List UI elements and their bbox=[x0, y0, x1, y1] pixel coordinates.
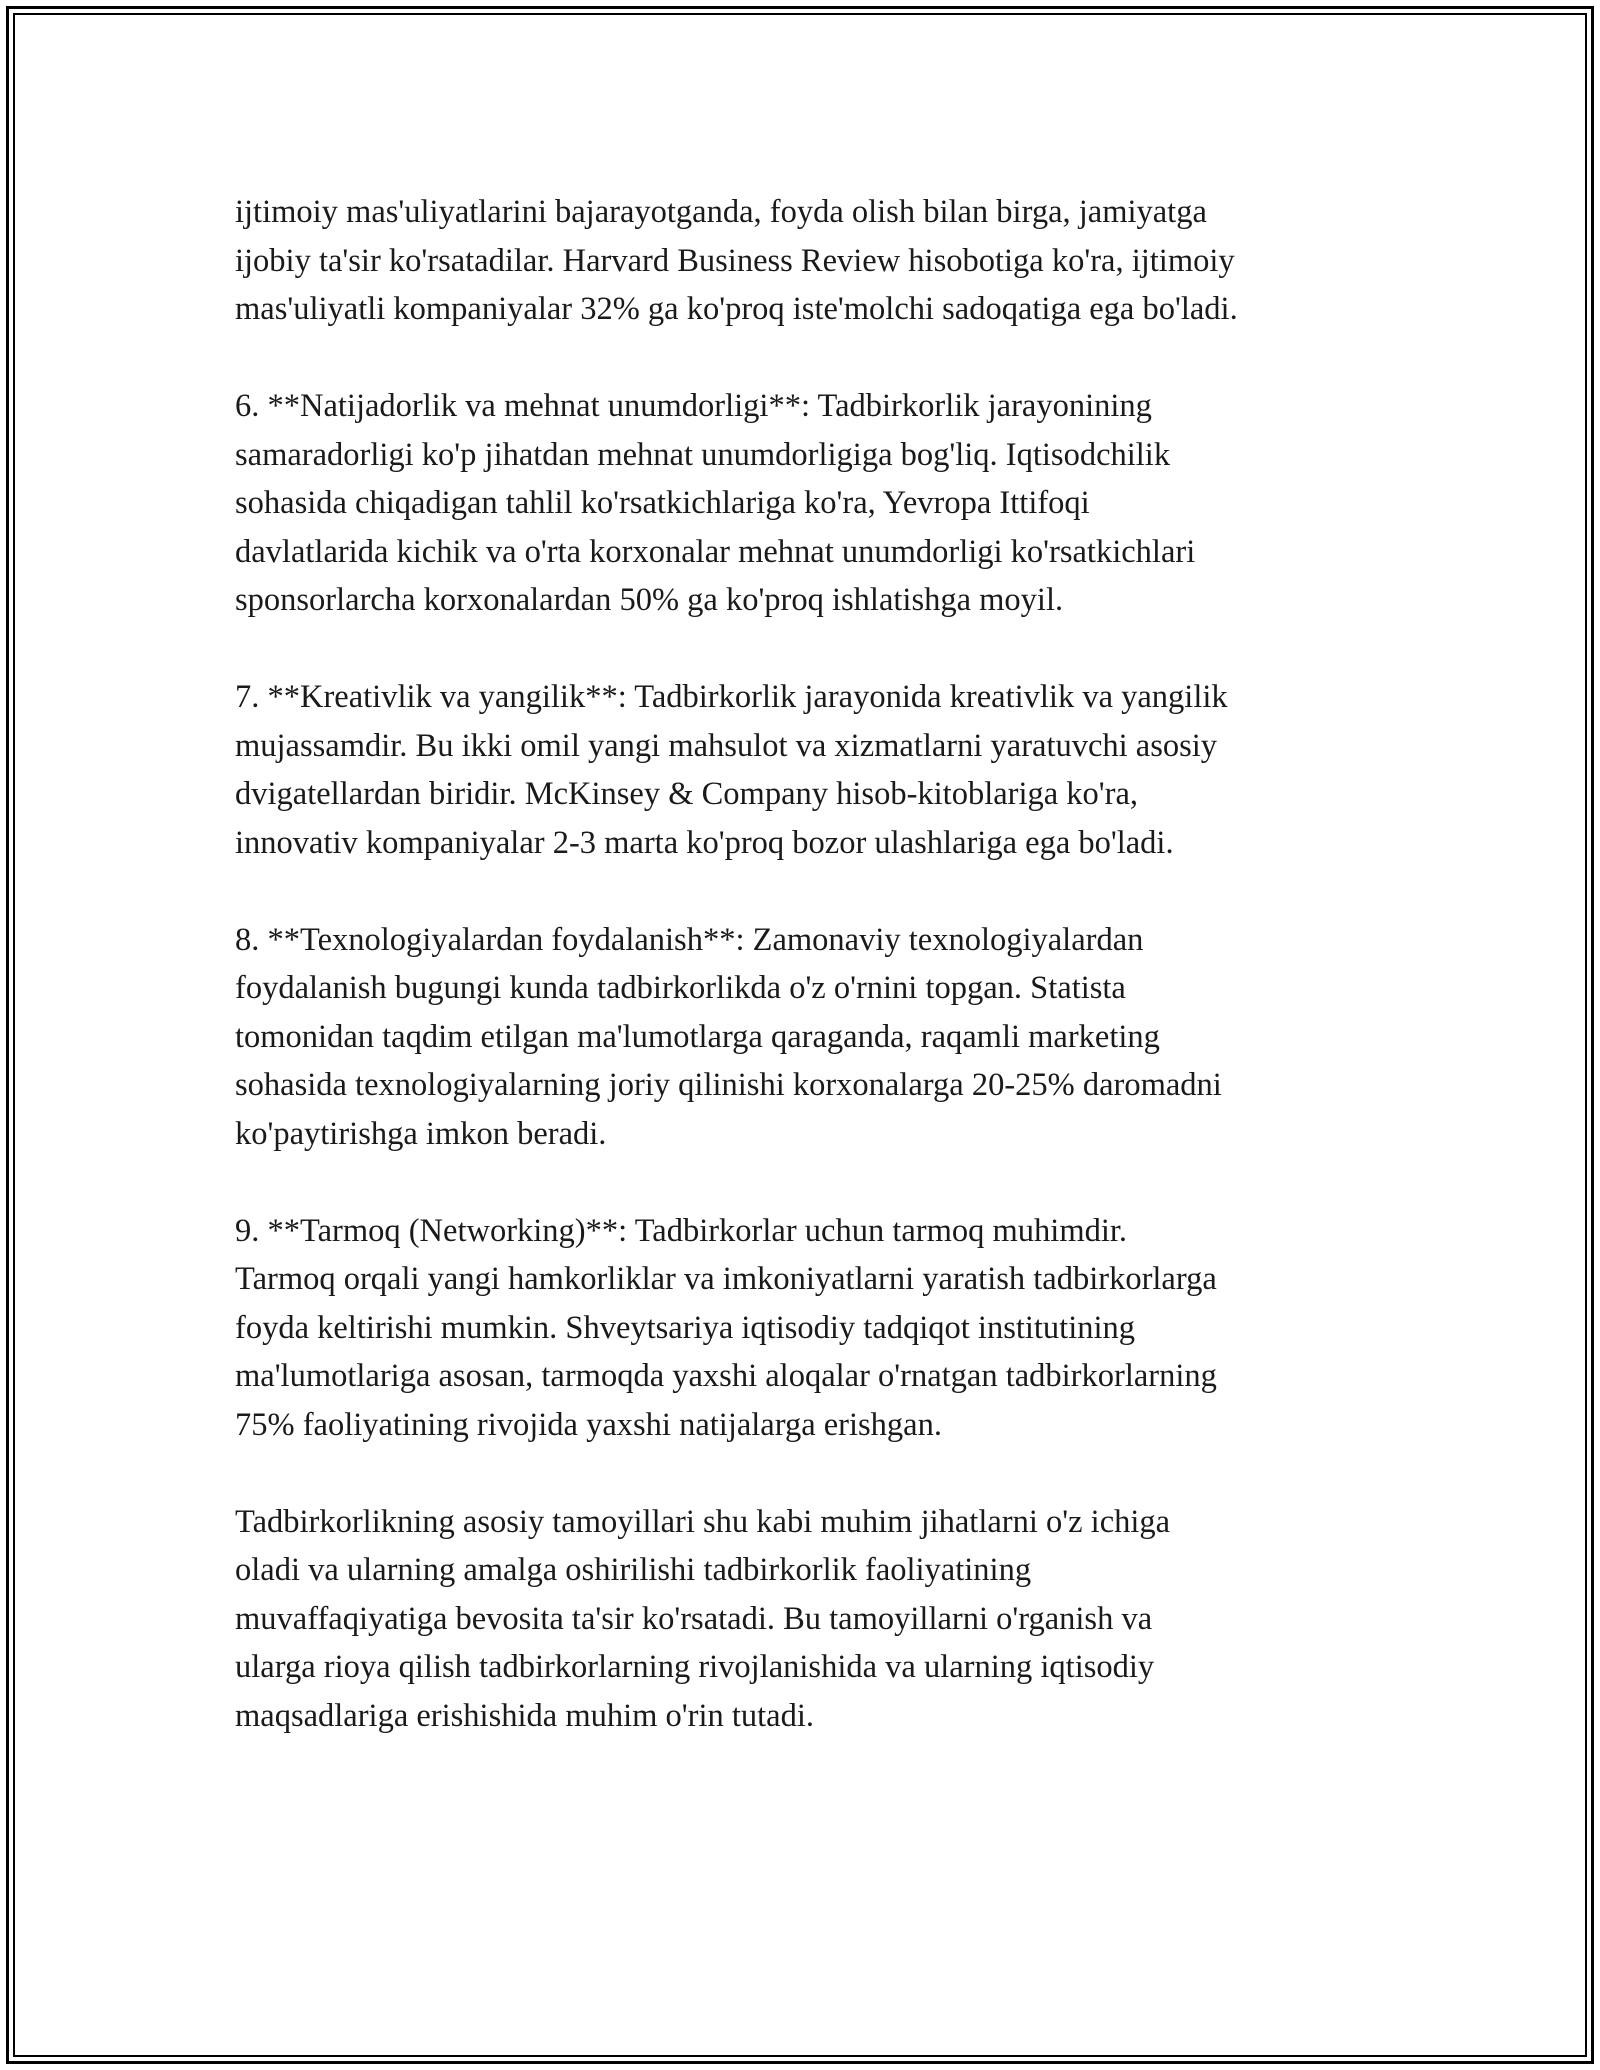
paragraph-creativity-innovation: 7. **Kreativlik va yangilik**: Tadbirkorlik jarayonida kreativlik va yangilik mujassamdir. Bu ikki omil yangi mahsulot va xizmatlarni yaratuvchi asosiy dvigatellardan biridir. McKinsey & Company hisob-kitoblariga ko'ra, innovativ kompaniyalar 2-3 marta ko'proq bozor ulashlariga ega bo'ladi. bbox=[235, 679, 1228, 861]
paragraph-productivity: 6. **Natijadorlik va mehnat unumdorligi**: Tadbirkorlik jarayonining samaradorligi ko'p jihatdan mehnat unumdorligiga bog'liq. Iqtisodchilik sohasida chiqadigan tahlil ko'rsatkichlariga ko'ra, Yevropa Ittifoqi davlatlarida kichik va o'rta korxonalar mehnat unumdorligi ko'rsatkichlari sponsorlarcha korxonalardan 50% ga ko'proq ishlatishga moyil. bbox=[235, 388, 1196, 618]
paragraph-conclusion: Tadbirkorlikning asosiy tamoyillari shu kabi muhim jihatlarni o'z ichiga oladi va ularning amalga oshirilishi tadbirkorlik faoliyatining muvaffaqiyatiga bevosita ta'sir ko'rsatadi. Bu tamoyillarni o'rganish va ularga rioya qilish tadbirkorlarning rivojlanishida va ularning iqtisodiy maqsadlariga erishishida muhim o'rin tutadi. bbox=[235, 1503, 1171, 1734]
paragraph-networking: 9. **Tarmoq (Networking)**: Tadbirkorlar uchun tarmoq muhimdir. Tarmoq orqali yangi hamkorliklar va imkoniyatlarni yaratish tadbirkorlarga foyda keltirishi mumkin. Shveytsariya iqtisodiy tadqiqot institutining ma'lumotlariga asosan, tarmoqda yaxshi aloqalar o'rnatgan tadbirkorlarning 75% faoliyatining rivojida yaxshi natijalarga erishgan. bbox=[235, 1212, 1217, 1443]
document-body bbox=[235, 188, 1385, 1740]
paragraph-technology: 8. **Texnologiyalardan foydalanish**: Zamonaviy texnologiyalardan foydalanish bugungi kunda tadbirkorlikda o'z o'rnini topgan. Statista tomonidan taqdim etilgan ma'lumotlarga qaraganda, raqamli marketing sohasida texnologiyalarning joriy qilinishi korxonalarga 20-25% daromadni ko'paytirishga imkon beradi. bbox=[235, 921, 1222, 1152]
paragraph-social-responsibility-continuation: ijtimoiy mas'uliyatlarini bajarayotganda, foyda olish bilan birga, jamiyatga ijobiy ta'sir ko'rsatadilar. Harvard Business Review hisobotiga ko'ra, ijtimoiy mas'uliyatli kompaniyalar 32% ga ko'proq iste'molchi sadoqatiga ega bo'ladi. bbox=[235, 194, 1238, 327]
